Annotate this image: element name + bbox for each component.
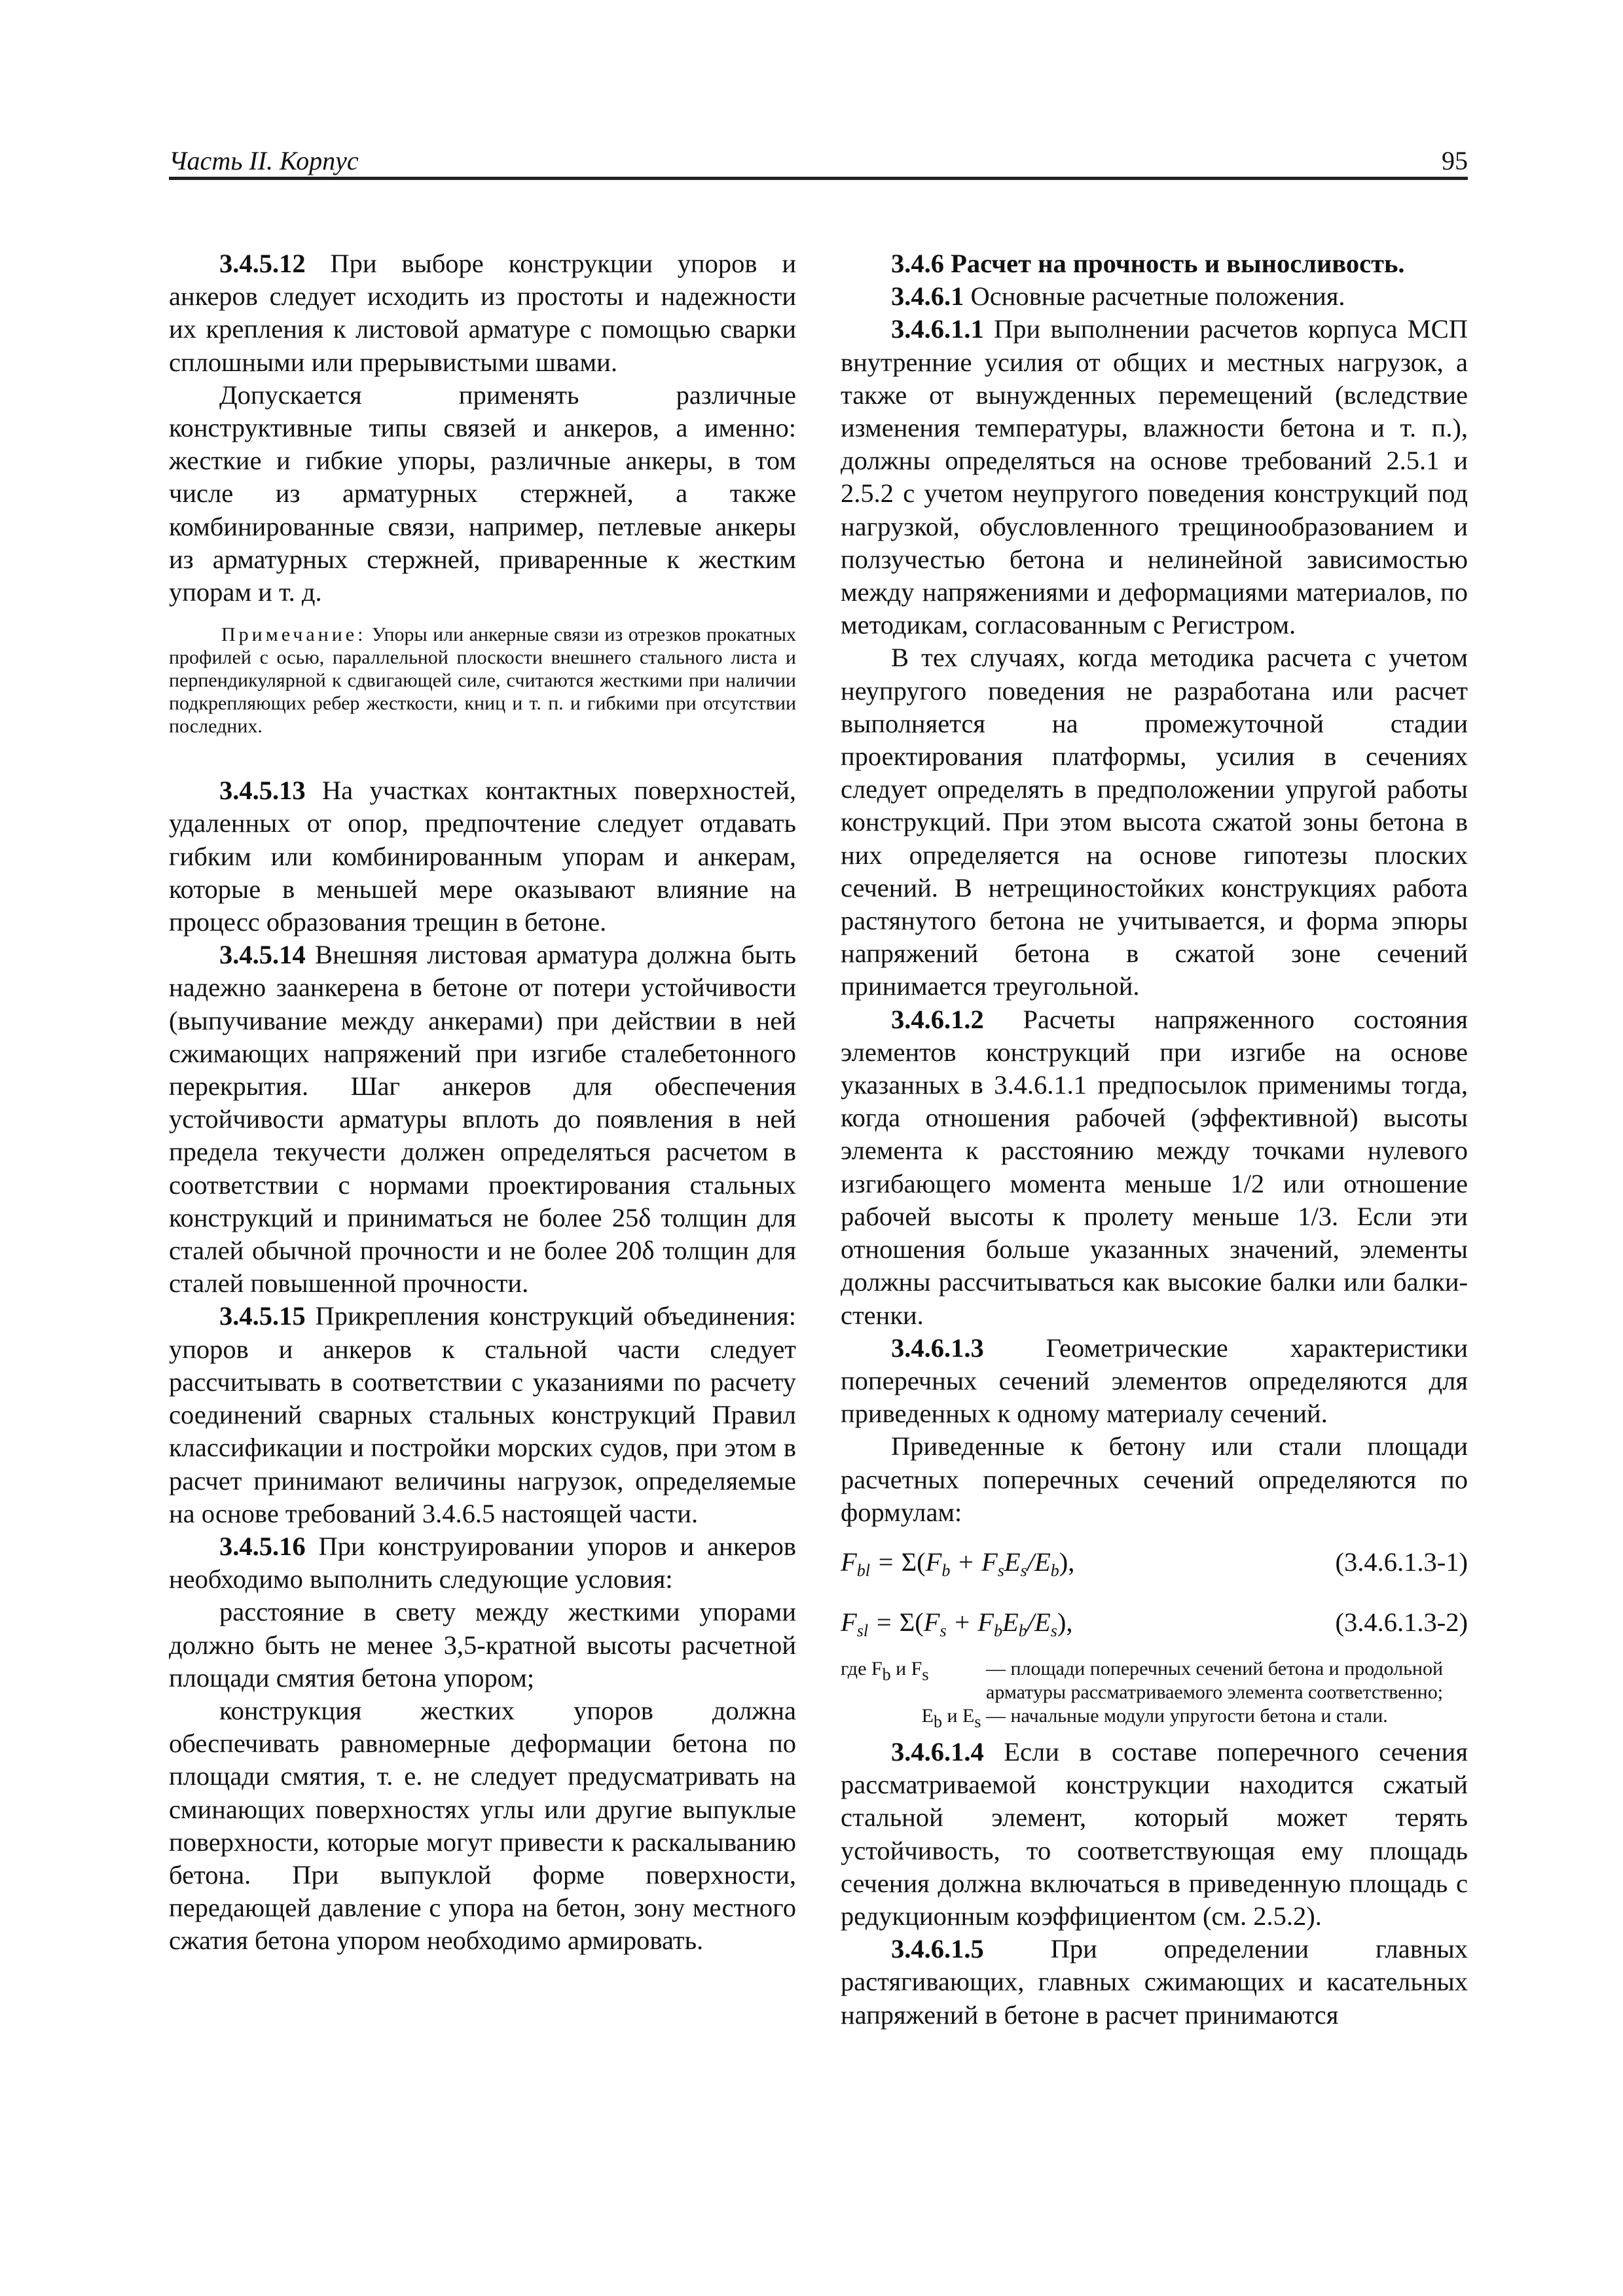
clause-number: 3.4.6.1.5 (891, 1934, 984, 1964)
paragraph-text: При конструировании упоров и анкеров необходимо выполнить следующие условия: (169, 1531, 796, 1594)
section-heading (841, 247, 1468, 280)
left-column (169, 247, 796, 1958)
paragraph-3-4-5-15 (169, 1300, 796, 1530)
condition-1: расстояние в свету между жесткими упорами должно быть не менее 3,5-кратной высоты расчетной площади смятия бетона упором; (169, 1597, 796, 1693)
note-label: Примечание: (221, 624, 367, 646)
paragraph-3-4-6-1-4 (841, 1736, 1468, 1933)
paragraph-text: При выполнении расчетов корпуса МСП внутренние усилия от общих и местных нагрузок, а также от вынужденных перемещений (вследствие изменения температуры, влажности бетона и т. п.), должны определяться на основе требований 2.5.1 и 2.5.2 с учетом неупругого поведения конструкций под нагрузкой, обусловленного трещинообразованием и ползучестью бетона и нелинейной зависимостью между напряжениями и деформациями материалов, по методикам, согласованным с Регистром. (841, 314, 1468, 640)
formula-1 (841, 1541, 1468, 1587)
clause-number: 3.4.5.15 (219, 1301, 306, 1331)
paragraph-text: При выборе конструкции упоров и анкеров следует исходить из простоты и надежности их крепления к листовой арматуре с помощью сварки сплошными или прерывистыми швами. (169, 249, 796, 377)
paragraph-formulas-intro: Приведенные к бетону или стали площади расчетных поперечных сечений определяются по формулам: (841, 1431, 1468, 1527)
right-column (841, 247, 1468, 2032)
paragraph-3-4-5-14 (169, 939, 796, 1300)
paragraph-text: Прикрепления конструкций объединения: упоров и анкеров к стальной части следует рассчитывать в соответствии с указаниями по расчету соединений сварных стальных конструкций Правил классификации и постройки морских судов, при этом в расчет принимают величины нагрузок, определяемые на основе требований 3.4.6.5 настоящей части. (169, 1301, 796, 1528)
section-title: Расчет на прочность и выносливость. (944, 249, 1405, 278)
paragraph-text: Основные расчетные положения. (964, 281, 1345, 312)
note (169, 623, 796, 738)
clause-number: 3.4.5.14 (219, 940, 306, 970)
formula-expression: $F_{sl} = \Sigma(F_s + F_bE_b/E_s)$, (841, 1607, 1073, 1640)
paragraph-text: Геометрические характеристики поперечных сечений элементов определяются для приведенных к одному материалу сечений. (841, 1333, 1468, 1429)
legend-row (841, 1704, 1468, 1731)
formula-expression: $F_{bl} = \Sigma(F_b + F_sE_s/E_b)$, (841, 1547, 1075, 1580)
note-text: Упоры или анкерные связи из отрезков прокатных профилей с осью, параллельной плоскости внешнего стального листа и перпендикулярной к сдвигающей силе, считаются жесткими при наличии подкрепляющих ребер жесткости, книц и т. п. и гибкими при отсутствии последних. (169, 624, 796, 738)
formula-2 (841, 1601, 1468, 1647)
paragraph-connections: Допускается применять различные конструктивные типы связей и анкеров, а именно: жесткие и гибкие упоры, различные анкеры, в том числе из арматурных стержней, а также комбинированные связи, например, петлевые анкеры из арматурных стержней, приваренные к жестким упорам и т. д. (169, 380, 796, 607)
clause-number: 3.4.6.1.4 (891, 1736, 984, 1767)
clause-number: 3.4.5.16 (219, 1531, 306, 1561)
paragraph-text: Если в составе поперечного сечения рассматриваемой конструкции находится сжатый стальной элемент, который может терять устойчивость, то соответствующая ему площадь сечения должна включаться в приведенную площадь с редукционным коэффициентом (см. 2.5.2). (841, 1736, 1468, 1931)
paragraph-3-4-6-1-1 (841, 313, 1468, 641)
header-rule (169, 177, 1468, 180)
formula-legend (841, 1657, 1468, 1731)
legend-symbol-and: и E (941, 1704, 975, 1727)
clause-number: 3.4.5.12 (219, 249, 306, 278)
clause-number: 3.4.6.1.2 (891, 1004, 984, 1034)
paragraph-text: Внешняя листовая арматура должна быть надежно заанкерена в бетоне от потери устойчивости (выпучивание между анкерами) при действии в ней сжимающих напряжений при изгибе сталебетонного перекрытия. Шаг анкеров для обеспечения устойчивости арматуры вплоть до появления в ней предела текучести должен определяться расчетом в соответствии с нормами проектирования стальных конструкций и приниматься не более 25δ толщин для сталей обычной прочности и не более 20δ толщин для сталей повышенной прочности. (169, 940, 796, 1299)
paragraph-3-4-5-12 (169, 247, 796, 379)
equation-number: (3.4.6.1.3-2) (1335, 1607, 1468, 1637)
legend-symbol-text: где F (841, 1657, 883, 1679)
legend-symbol-and: и F (890, 1657, 922, 1679)
paragraph-3-4-5-16 (169, 1530, 796, 1596)
legend-text: — площади поперечных сечений бетона и продольной арматуры рассматриваемого элемента соответственно; (986, 1657, 1444, 1703)
legend-symbol: $E_b$ и $E_s$ (921, 1704, 981, 1731)
clause-number: 3.4.6.1 (891, 281, 964, 312)
clause-number: 3.4.6.1.3 (891, 1333, 984, 1363)
paragraph-3-4-5-13 (169, 774, 796, 939)
clause-number: 3.4.5.13 (219, 776, 306, 806)
equation-number: (3.4.6.1.3-1) (1335, 1547, 1468, 1577)
page-number: 95 (1442, 146, 1468, 175)
legend-symbol-text: E (921, 1704, 934, 1727)
paragraph-elastic: В тех случаях, когда методика расчета с учетом неупругого поведения не разработана или расчет выполняется на промежуточной стадии проектирования платформы, усилия в сечениях следует определять в предположении упругой работы конструкций. При этом высота сжатой зоны бетона в них определяется на основе гипотезы плоских сечений. В нетрещиностойких конструкциях работа растянутого бетона не учитывается, и форма эпюры напряжений бетона в сжатой зоне сечений принимается треугольной. (841, 643, 1468, 1001)
legend-text: — начальные модули упругости бетона и стали. (986, 1704, 1388, 1727)
legend-row (841, 1657, 1468, 1704)
legend-symbol: где $F_b$ и $F_s$ (841, 1657, 929, 1684)
paragraph-3-4-6-1-5 (841, 1933, 1468, 2032)
paragraph-text: Расчеты напряженного состояния элементов конструкций при изгибе на основе указанных в 3.4.6.1.1 предпосылок применимы тогда, когда отношения рабочей (эффективной) высоты элемента к расстоянию между точками нулевого изгибающего момента меньше 1/2 или отношение рабочей высоты к пролету меньше 1/3. Если эти отношения больше указанных значений, элементы должны рассчитываться как высокие балки или балки-стенки. (841, 1004, 1468, 1330)
paragraph-text: При определении главных растягивающих, главных сжимающих и касательных напряжений в бетоне в расчет принимаются (841, 1934, 1468, 2030)
section-number: 3.4.6 (891, 249, 944, 278)
paragraph-3-4-6-1-2 (841, 1003, 1468, 1332)
part-title: Часть II. Корпус (169, 146, 359, 175)
paragraph-3-4-6-1-3 (841, 1332, 1468, 1431)
condition-2: конструкция жестких упоров должна обеспечивать равномерные деформации бетона по площади смятия, т. е. не следует предусматривать на сминающих поверхностях углы или другие выпуклые поверхности, которые могут привести к раскалыванию бетона. При выпуклой форме поверхности, передающей давление с упора на бетон, зону местного сжатия бетона упором необходимо армировать. (169, 1695, 796, 1956)
paragraph-text: На участках контактных поверхностей, удаленных от опор, предпочтение следует отдавать гибким или комбинированным упорам и анкерам, которые в меньшей мере оказывают влияние на процесс образования трещин в бетоне. (169, 776, 796, 937)
clause-number: 3.4.6.1.1 (891, 314, 984, 344)
subsection-3-4-6-1 (841, 280, 1468, 313)
